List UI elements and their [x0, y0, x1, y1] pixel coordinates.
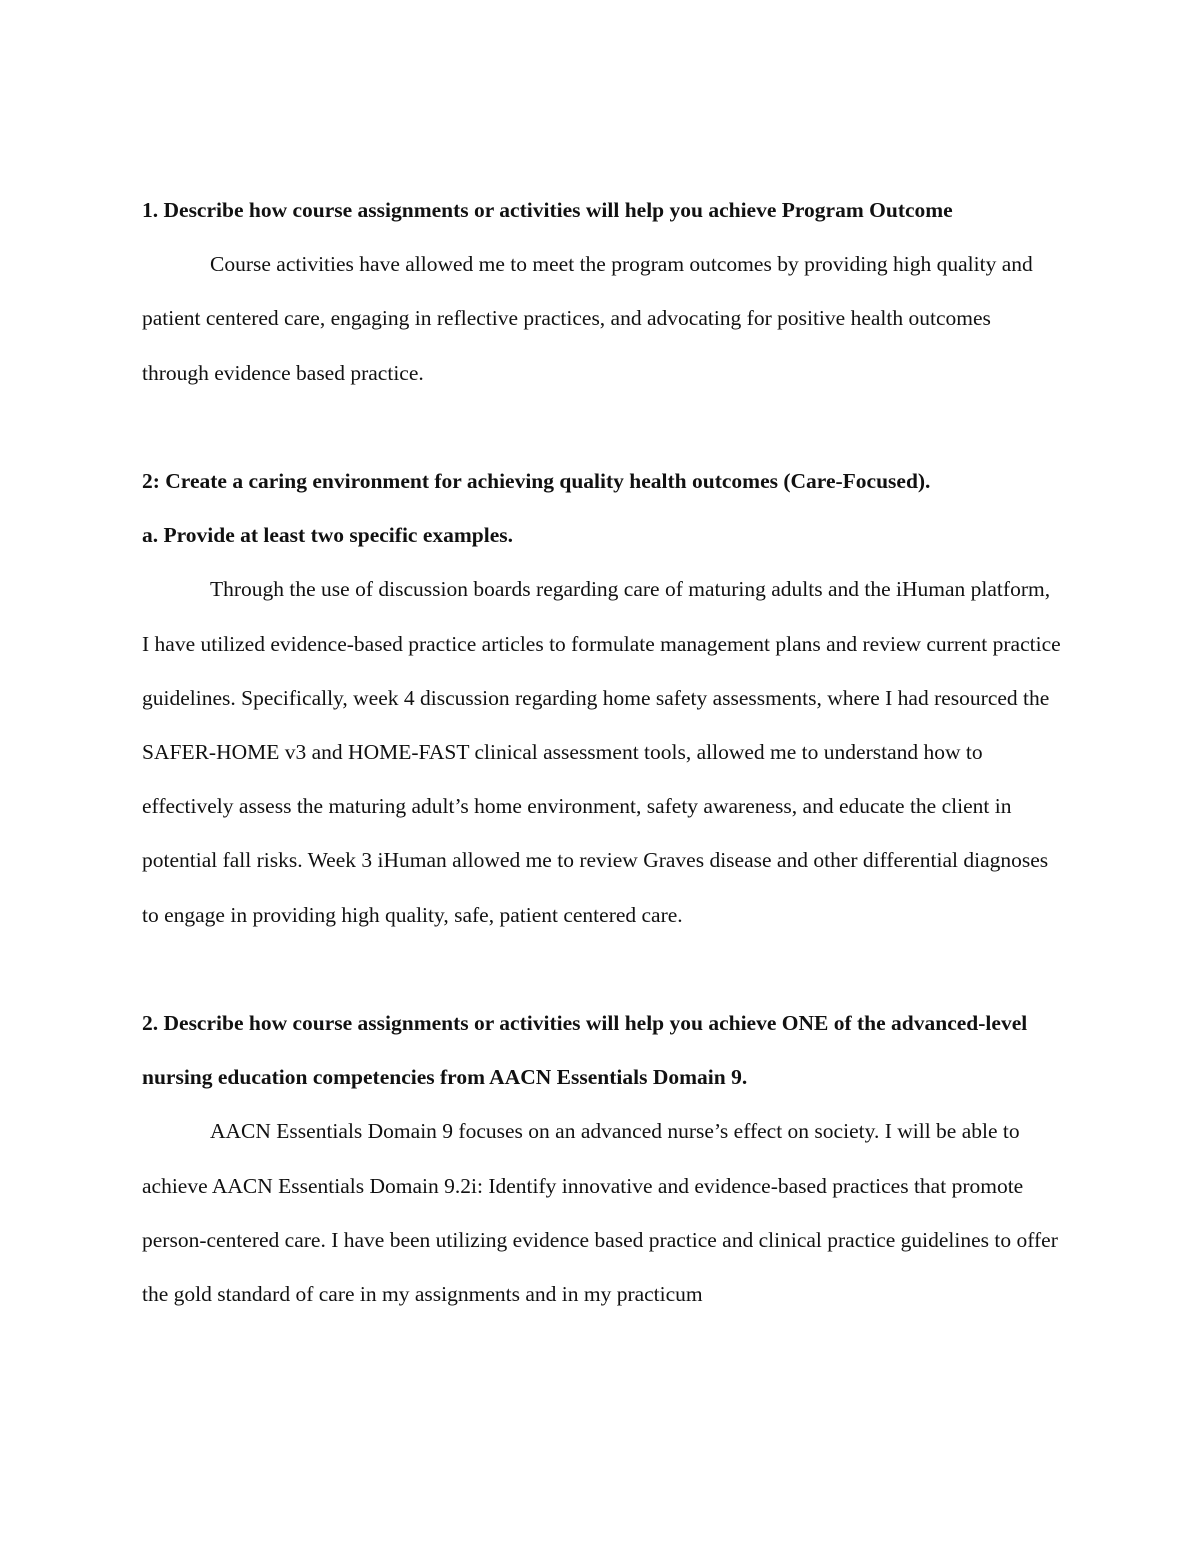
section2-heading: 2: Create a caring environment for achieving quality health outcomes (Care-Focused). [142, 469, 931, 493]
section1-body: Course activities have allowed me to meet the program outcomes by providing high quality and patient centered care, engaging in reflective practices, and advocating for positive health outcomes through evidence based practice. [142, 252, 1033, 385]
section3-heading: 2. Describe how course assignments or activities will help you achieve ONE of the advanced-level nursing education competencies from AACN Essentials Domain 9. [142, 1011, 1028, 1090]
section2-subheading: a. Provide at least two specific examples. [142, 523, 514, 548]
section1-heading: 1. Describe how course assignments or activities will help you achieve Program Outcome [142, 198, 953, 222]
section2-body: Through the use of discussion boards regarding care of maturing adults and the iHuman platform, I have utilized evidence-based practice articles to formulate management plans and review current practice guidelines. Specifically, week 4 discussion regarding home safety assessments, where I had resourced the SAFER-HOME v3 and HOME-FAST clinical assessment tools, allowed me to understand how to effectively assess the maturing adult’s home environment, safety awareness, and educate the client in potential fall risks. Week 3 iHuman allowed me to review Graves disease and other differential diagnoses to engage in providing high quality, safe, patient centered care. [142, 577, 1061, 927]
spacer [142, 400, 1062, 454]
document-content [142, 183, 1062, 1321]
section3-body: AACN Essentials Domain 9 focuses on an advanced nurse’s effect on society. I will be able to achieve AACN Essentials Domain 9.2i: Identify innovative and evidence-based practices that promote person-centered care. I have been utilizing evidence based practice and clinical practice guidelines to offer the gold standard of care in my assignments and in my practicum [142, 1119, 1058, 1307]
spacer [142, 942, 1062, 996]
